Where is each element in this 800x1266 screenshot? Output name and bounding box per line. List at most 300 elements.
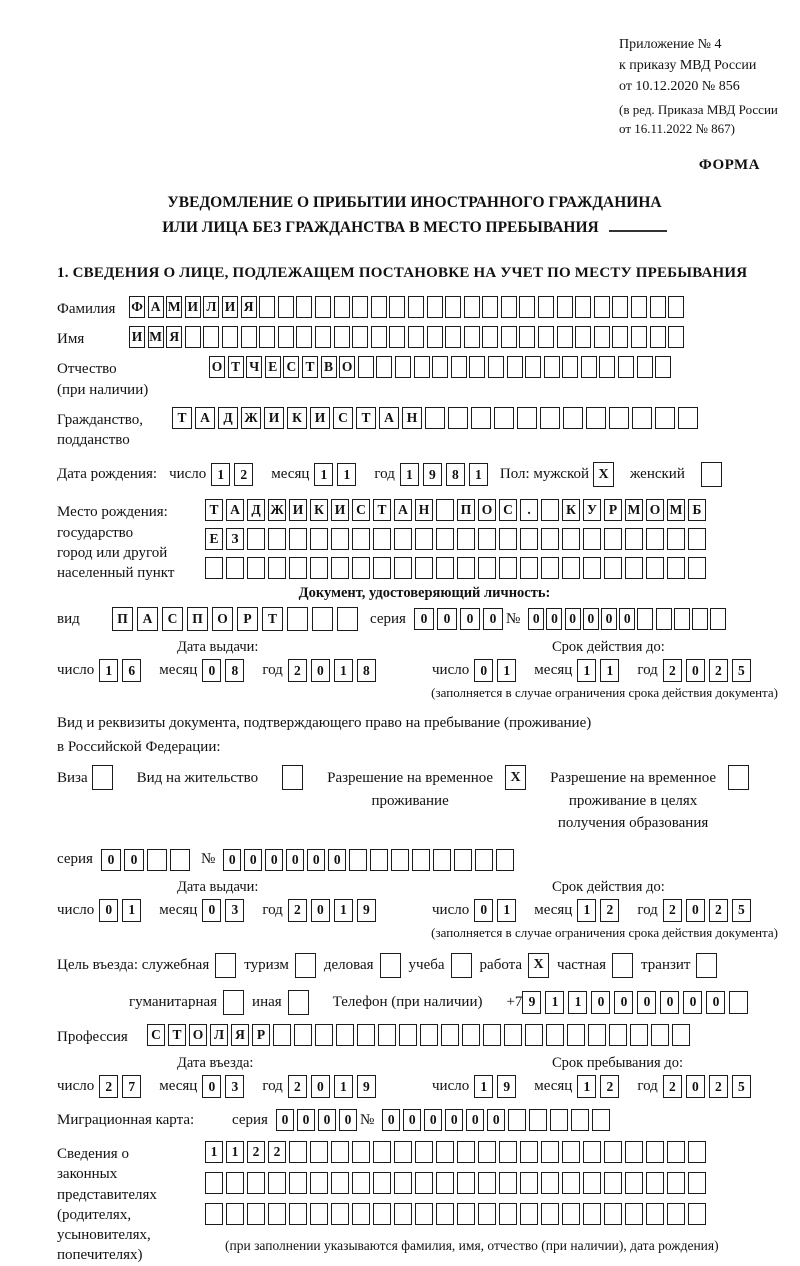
char-cell[interactable]: Я [231,1024,249,1046]
char-cell[interactable] [520,1203,538,1225]
char-cell[interactable]: Т [356,407,376,429]
char-cell[interactable]: Я [241,296,257,318]
char-cell[interactable]: 0 [619,608,635,630]
char-cell[interactable] [451,356,467,378]
char-cell[interactable] [469,356,485,378]
char-cell[interactable] [331,528,349,550]
char-cell[interactable]: 2 [268,1141,286,1163]
char-cell[interactable]: 0 [683,991,702,1014]
char-cell[interactable] [427,326,443,348]
temp-residence-checkbox[interactable]: X [505,765,526,790]
char-cell[interactable]: 0 [286,849,304,871]
char-cell[interactable]: 5 [732,1075,751,1098]
char-cell[interactable]: 2 [600,899,619,922]
char-cell[interactable] [334,326,350,348]
char-cell[interactable] [352,296,368,318]
char-cell[interactable] [541,1203,559,1225]
char-cell[interactable] [454,849,472,871]
char-cell[interactable]: 9 [522,991,541,1014]
char-cell[interactable] [540,407,560,429]
work-checkbox[interactable]: X [528,953,549,978]
char-cell[interactable]: 0 [202,1075,221,1098]
char-cell[interactable] [373,528,391,550]
char-cell[interactable]: Р [237,607,258,631]
char-cell[interactable]: 1 [334,1075,353,1098]
char-cell[interactable]: П [187,607,208,631]
char-cell[interactable]: М [166,296,182,318]
char-cell[interactable]: 0 [424,1109,442,1131]
char-cell[interactable]: И [264,407,284,429]
male-checkbox[interactable]: X [593,462,614,487]
char-cell[interactable]: 1 [545,991,564,1014]
char-cell[interactable]: Т [262,607,283,631]
char-cell[interactable] [632,407,652,429]
char-cell[interactable]: 2 [234,463,253,486]
char-cell[interactable]: 2 [247,1141,265,1163]
char-cell[interactable] [287,607,308,631]
char-cell[interactable]: 2 [663,659,682,682]
char-cell[interactable] [646,557,664,579]
char-cell[interactable] [499,528,517,550]
char-cell[interactable] [550,1109,568,1131]
char-cell[interactable]: 0 [686,1075,705,1098]
char-cell[interactable]: 0 [637,991,656,1014]
char-cell[interactable] [541,1172,559,1194]
char-cell[interactable]: М [625,499,643,521]
study-checkbox[interactable] [451,953,472,978]
char-cell[interactable] [646,528,664,550]
char-cell[interactable]: П [457,499,475,521]
char-cell[interactable] [373,1141,391,1163]
char-cell[interactable]: 0 [382,1109,400,1131]
char-cell[interactable] [247,528,265,550]
char-cell[interactable]: 2 [663,899,682,922]
char-cell[interactable]: 0 [223,849,241,871]
char-cell[interactable] [376,356,392,378]
char-cell[interactable] [557,296,573,318]
char-cell[interactable]: 1 [211,463,230,486]
char-cell[interactable]: 1 [469,463,488,486]
char-cell[interactable] [586,407,606,429]
char-cell[interactable] [310,557,328,579]
char-cell[interactable]: А [195,407,215,429]
char-cell[interactable]: 2 [288,659,307,682]
char-cell[interactable]: 0 [528,608,544,630]
char-cell[interactable]: 2 [288,899,307,922]
char-cell[interactable] [415,1172,433,1194]
char-cell[interactable] [289,1203,307,1225]
char-cell[interactable] [331,1141,349,1163]
char-cell[interactable] [499,1141,517,1163]
char-cell[interactable]: 0 [546,608,562,630]
char-cell[interactable]: 1 [205,1141,223,1163]
char-cell[interactable] [655,356,671,378]
char-cell[interactable] [352,1203,370,1225]
char-cell[interactable] [688,1203,706,1225]
char-cell[interactable] [667,528,685,550]
char-cell[interactable]: 1 [337,463,356,486]
char-cell[interactable] [494,407,514,429]
char-cell[interactable] [729,991,748,1014]
char-cell[interactable] [315,1024,333,1046]
char-cell[interactable]: О [339,356,355,378]
char-cell[interactable] [674,608,690,630]
char-cell[interactable] [436,499,454,521]
char-cell[interactable] [394,1141,412,1163]
char-cell[interactable] [631,326,647,348]
char-cell[interactable] [631,296,647,318]
char-cell[interactable]: 8 [225,659,244,682]
char-cell[interactable]: . [520,499,538,521]
char-cell[interactable] [352,557,370,579]
char-cell[interactable] [457,1203,475,1225]
char-cell[interactable]: 0 [565,608,581,630]
char-cell[interactable] [352,1172,370,1194]
char-cell[interactable] [289,1172,307,1194]
char-cell[interactable] [205,1203,223,1225]
char-cell[interactable]: У [583,499,601,521]
tourism-checkbox[interactable] [295,953,316,978]
char-cell[interactable]: И [310,407,330,429]
char-cell[interactable] [436,528,454,550]
char-cell[interactable]: 0 [276,1109,294,1131]
temp-residence-edu-checkbox[interactable] [728,765,749,790]
char-cell[interactable]: С [162,607,183,631]
char-cell[interactable] [646,1172,664,1194]
char-cell[interactable] [331,1203,349,1225]
char-cell[interactable]: А [394,499,412,521]
char-cell[interactable] [575,296,591,318]
char-cell[interactable] [420,1024,438,1046]
char-cell[interactable] [278,296,294,318]
char-cell[interactable] [562,528,580,550]
char-cell[interactable] [604,1172,622,1194]
char-cell[interactable] [373,557,391,579]
char-cell[interactable]: Д [218,407,238,429]
char-cell[interactable]: Т [168,1024,186,1046]
char-cell[interactable] [357,1024,375,1046]
char-cell[interactable] [525,1024,543,1046]
char-cell[interactable] [546,1024,564,1046]
char-cell[interactable] [268,1172,286,1194]
char-cell[interactable] [268,528,286,550]
char-cell[interactable] [520,557,538,579]
char-cell[interactable] [688,1172,706,1194]
business-checkbox[interactable] [380,953,401,978]
char-cell[interactable] [436,1172,454,1194]
char-cell[interactable] [667,557,685,579]
char-cell[interactable]: Т [302,356,318,378]
char-cell[interactable] [667,1141,685,1163]
char-cell[interactable]: 5 [732,659,751,682]
char-cell[interactable]: Б [688,499,706,521]
char-cell[interactable] [475,849,493,871]
char-cell[interactable] [692,608,708,630]
char-cell[interactable]: 1 [568,991,587,1014]
char-cell[interactable] [373,1203,391,1225]
char-cell[interactable] [170,849,190,871]
char-cell[interactable]: 9 [423,463,442,486]
char-cell[interactable] [520,1172,538,1194]
char-cell[interactable] [507,356,523,378]
char-cell[interactable]: 0 [474,659,493,682]
char-cell[interactable] [310,1141,328,1163]
char-cell[interactable] [656,608,672,630]
char-cell[interactable] [394,557,412,579]
char-cell[interactable] [583,1172,601,1194]
char-cell[interactable]: 6 [122,659,141,682]
char-cell[interactable] [637,608,653,630]
char-cell[interactable] [315,326,331,348]
char-cell[interactable] [278,326,294,348]
char-cell[interactable] [499,557,517,579]
char-cell[interactable] [499,1203,517,1225]
char-cell[interactable] [501,296,517,318]
humanitarian-checkbox[interactable] [223,990,244,1015]
char-cell[interactable]: О [646,499,664,521]
char-cell[interactable] [592,1109,610,1131]
char-cell[interactable]: 0 [328,849,346,871]
char-cell[interactable]: А [226,499,244,521]
char-cell[interactable]: 1 [497,899,516,922]
char-cell[interactable]: 1 [577,899,596,922]
char-cell[interactable] [625,557,643,579]
char-cell[interactable] [205,1172,223,1194]
official-checkbox[interactable] [215,953,236,978]
char-cell[interactable] [583,1203,601,1225]
char-cell[interactable]: 0 [244,849,262,871]
char-cell[interactable] [457,1141,475,1163]
char-cell[interactable] [394,1203,412,1225]
char-cell[interactable]: 0 [265,849,283,871]
char-cell[interactable] [433,849,451,871]
char-cell[interactable] [399,1024,417,1046]
char-cell[interactable]: 0 [124,849,144,871]
char-cell[interactable] [575,326,591,348]
char-cell[interactable] [147,849,167,871]
char-cell[interactable] [445,326,461,348]
char-cell[interactable] [226,1203,244,1225]
char-cell[interactable] [667,1172,685,1194]
char-cell[interactable] [562,1172,580,1194]
char-cell[interactable] [517,407,537,429]
char-cell[interactable] [609,407,629,429]
char-cell[interactable] [604,1203,622,1225]
char-cell[interactable]: 0 [445,1109,463,1131]
char-cell[interactable] [226,557,244,579]
char-cell[interactable] [432,356,448,378]
char-cell[interactable] [482,326,498,348]
char-cell[interactable]: 1 [497,659,516,682]
char-cell[interactable] [667,1203,685,1225]
char-cell[interactable] [395,356,411,378]
char-cell[interactable] [203,326,219,348]
char-cell[interactable] [457,557,475,579]
char-cell[interactable]: Ч [246,356,262,378]
char-cell[interactable] [310,1172,328,1194]
char-cell[interactable] [612,326,628,348]
char-cell[interactable] [501,326,517,348]
char-cell[interactable]: К [287,407,307,429]
char-cell[interactable] [415,557,433,579]
char-cell[interactable] [496,849,514,871]
char-cell[interactable]: Н [415,499,433,521]
char-cell[interactable] [457,1172,475,1194]
char-cell[interactable] [296,326,312,348]
char-cell[interactable] [609,1024,627,1046]
char-cell[interactable] [312,607,333,631]
char-cell[interactable] [268,1203,286,1225]
char-cell[interactable] [441,1024,459,1046]
char-cell[interactable] [538,326,554,348]
char-cell[interactable] [646,1141,664,1163]
char-cell[interactable]: 0 [487,1109,505,1131]
char-cell[interactable] [445,296,461,318]
char-cell[interactable] [538,296,554,318]
char-cell[interactable]: 0 [318,1109,336,1131]
char-cell[interactable]: 1 [226,1141,244,1163]
char-cell[interactable] [478,1172,496,1194]
char-cell[interactable] [567,1024,585,1046]
char-cell[interactable] [625,1172,643,1194]
char-cell[interactable] [625,528,643,550]
char-cell[interactable]: 5 [732,899,751,922]
char-cell[interactable]: Е [265,356,281,378]
char-cell[interactable] [557,326,573,348]
char-cell[interactable]: 0 [686,899,705,922]
char-cell[interactable] [604,557,622,579]
char-cell[interactable] [710,608,726,630]
char-cell[interactable] [294,1024,312,1046]
char-cell[interactable] [259,326,275,348]
char-cell[interactable]: Т [205,499,223,521]
char-cell[interactable]: К [310,499,328,521]
char-cell[interactable] [310,528,328,550]
char-cell[interactable]: 0 [311,1075,330,1098]
char-cell[interactable] [349,849,367,871]
char-cell[interactable]: А [137,607,158,631]
char-cell[interactable] [668,326,684,348]
char-cell[interactable] [499,1172,517,1194]
char-cell[interactable] [391,849,409,871]
char-cell[interactable]: С [352,499,370,521]
char-cell[interactable] [482,296,498,318]
char-cell[interactable] [478,1203,496,1225]
char-cell[interactable] [562,1203,580,1225]
char-cell[interactable] [462,1024,480,1046]
char-cell[interactable] [562,1141,580,1163]
char-cell[interactable] [336,1024,354,1046]
char-cell[interactable] [289,1141,307,1163]
char-cell[interactable] [637,356,653,378]
char-cell[interactable] [544,356,560,378]
char-cell[interactable]: 8 [446,463,465,486]
char-cell[interactable] [508,1109,526,1131]
char-cell[interactable] [389,326,405,348]
char-cell[interactable]: И [331,499,349,521]
char-cell[interactable] [618,356,634,378]
char-cell[interactable] [668,296,684,318]
char-cell[interactable] [352,1141,370,1163]
visa-checkbox[interactable] [92,765,113,790]
char-cell[interactable] [415,1203,433,1225]
char-cell[interactable] [205,557,223,579]
char-cell[interactable] [389,296,405,318]
char-cell[interactable]: Л [203,296,219,318]
char-cell[interactable] [471,407,491,429]
female-checkbox[interactable] [701,462,722,487]
char-cell[interactable] [436,1203,454,1225]
char-cell[interactable] [378,1024,396,1046]
char-cell[interactable]: 7 [122,1075,141,1098]
char-cell[interactable]: 2 [709,899,728,922]
char-cell[interactable] [594,296,610,318]
char-cell[interactable] [599,356,615,378]
char-cell[interactable]: 2 [600,1075,619,1098]
char-cell[interactable]: Ж [268,499,286,521]
char-cell[interactable]: 0 [660,991,679,1014]
char-cell[interactable] [541,499,559,521]
char-cell[interactable]: 0 [460,608,480,630]
char-cell[interactable]: 1 [400,463,419,486]
char-cell[interactable]: 1 [122,899,141,922]
char-cell[interactable] [408,326,424,348]
char-cell[interactable]: 0 [101,849,121,871]
char-cell[interactable] [688,557,706,579]
char-cell[interactable] [371,326,387,348]
char-cell[interactable] [427,296,443,318]
char-cell[interactable] [504,1024,522,1046]
char-cell[interactable]: 0 [414,608,434,630]
char-cell[interactable]: 0 [601,608,617,630]
residence-permit-checkbox[interactable] [282,765,303,790]
char-cell[interactable] [331,1172,349,1194]
char-cell[interactable] [655,407,675,429]
char-cell[interactable] [604,528,622,550]
char-cell[interactable] [334,296,350,318]
char-cell[interactable] [412,849,430,871]
char-cell[interactable] [415,528,433,550]
char-cell[interactable]: И [289,499,307,521]
char-cell[interactable]: И [185,296,201,318]
char-cell[interactable]: Д [247,499,265,521]
char-cell[interactable] [520,1141,538,1163]
char-cell[interactable] [247,557,265,579]
char-cell[interactable]: Н [402,407,422,429]
char-cell[interactable]: С [333,407,353,429]
char-cell[interactable]: 0 [466,1109,484,1131]
char-cell[interactable] [478,528,496,550]
char-cell[interactable]: 1 [314,463,333,486]
char-cell[interactable] [222,326,238,348]
char-cell[interactable]: Т [228,356,244,378]
char-cell[interactable] [612,296,628,318]
char-cell[interactable] [688,528,706,550]
char-cell[interactable] [625,1203,643,1225]
char-cell[interactable] [541,528,559,550]
char-cell[interactable] [448,407,468,429]
char-cell[interactable]: 0 [202,659,221,682]
char-cell[interactable] [483,1024,501,1046]
char-cell[interactable]: А [148,296,164,318]
char-cell[interactable] [594,326,610,348]
char-cell[interactable] [247,1172,265,1194]
char-cell[interactable]: 0 [483,608,503,630]
char-cell[interactable] [646,1203,664,1225]
char-cell[interactable]: Р [604,499,622,521]
char-cell[interactable] [529,1109,547,1131]
private-checkbox[interactable] [612,953,633,978]
